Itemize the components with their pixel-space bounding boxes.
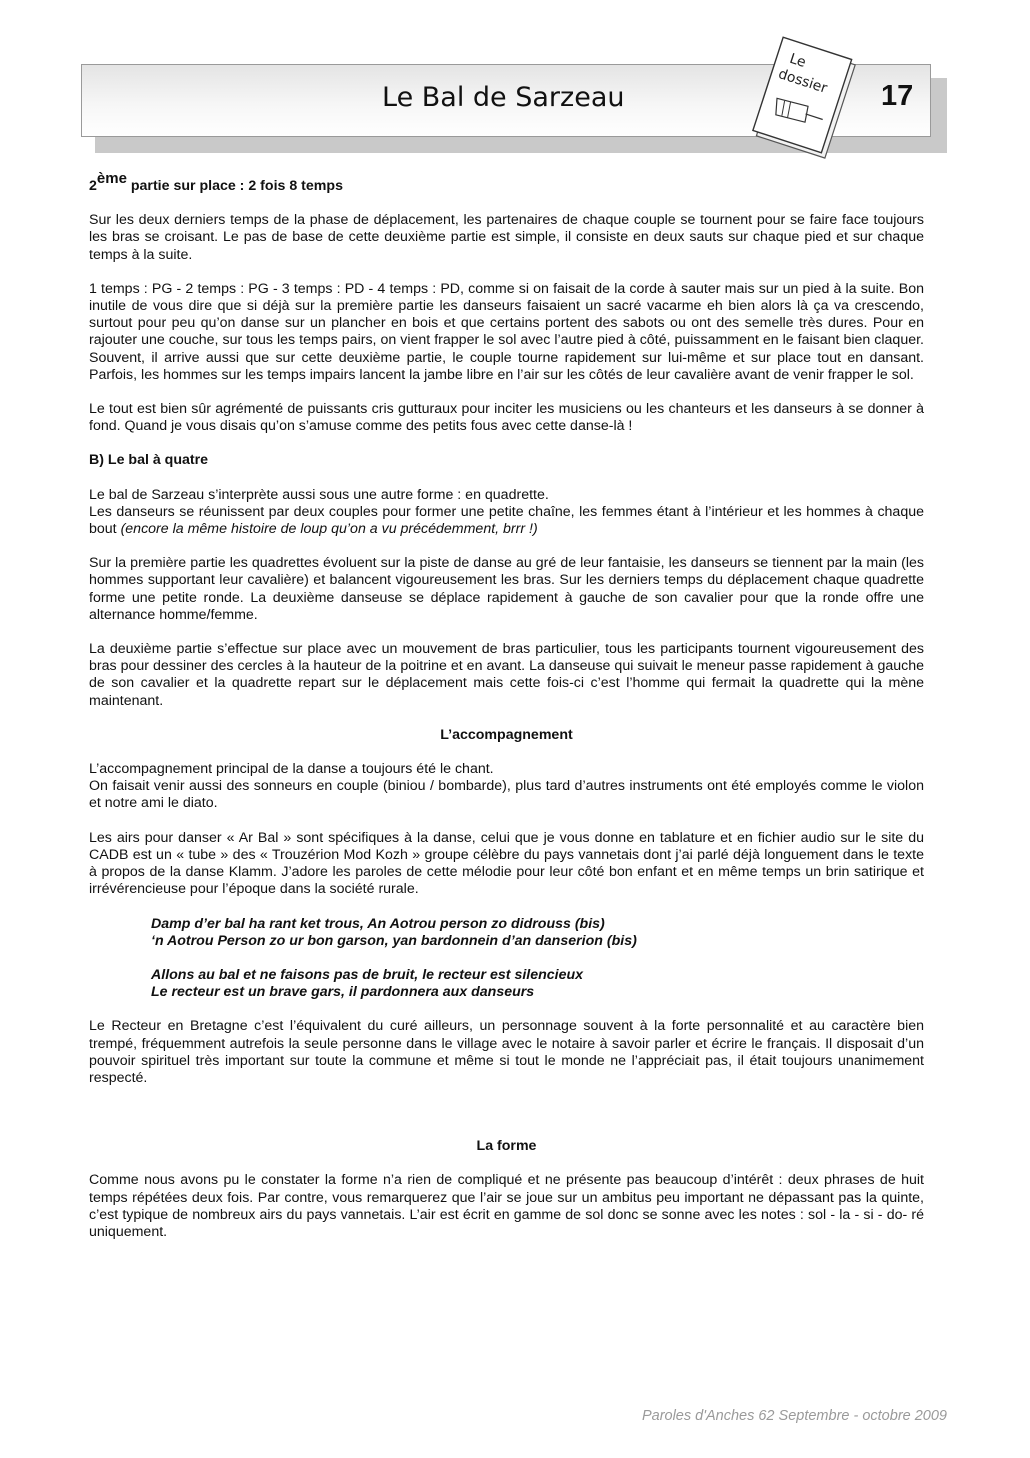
page-footer: Paroles d'Anches 62 Septembre - octobre 2009 xyxy=(641,1408,947,1424)
section-heading-la-forme: La forme xyxy=(476,1138,537,1155)
spacer xyxy=(89,710,924,727)
spacer xyxy=(89,470,924,487)
paragraph: La deuxième partie s’effectue sur place avec un mouvement de bras particulier, tous les participants tournent vigoureusement des bras pour dessiner des cercles à la hauteur de la poitrine et en avant. La danseuse qui suivait le meneur passe rapidement à gauche de son cavalier et la quadrette repart sur le déplacement mais cette fois-ci c’est l’homme qui fermait la quadrette qui la mène maintenant. xyxy=(89,641,924,709)
page-number: 17 xyxy=(881,80,914,112)
paragraph: Les airs pour danser « Ar Bal » sont spécifiques à la danse, celui que je vous donne en tablature et en fichier audio sur le site du CADB est un « tube » des « Trouzérion Mod Kozh » groupe célèbre du pays vannetais dont j’ai parlé déjà longuement dans le texte à propos de la danse Klamm. J’adore les paroles de cette mélodie pour leur côté bon enfant et en même temps un brin satirique et irrévérencieuse pour l’époque dans la société rurale. xyxy=(89,829,924,898)
spacer xyxy=(89,744,924,761)
subsection-heading xyxy=(89,170,924,195)
section-heading-accompagnement: L’accompagnement xyxy=(440,726,573,743)
lyrics-french-line: Le recteur est un brave gars, il pardonnera aux danseurs xyxy=(151,984,535,1001)
paragraph xyxy=(89,504,924,538)
dossier-folder-icon xyxy=(748,30,863,165)
spacer xyxy=(89,264,924,281)
spacer xyxy=(89,538,924,555)
heading-text: partie sur place : 2 fois 8 temps xyxy=(126,178,343,194)
spacer xyxy=(89,195,924,212)
paragraph: Le tout est bien sûr agrémenté de puissants cris gutturaux pour inciter les musiciens ou les chanteurs et les danseurs à se donner à fond. Quand je vous disais qu’on s’amuse comme des petits fous avec cette danse-là ! xyxy=(89,401,924,435)
paragraph: Comme nous avons pu le constater la forme n’a rien de compliqué et ne présente pas beaucoup d’intérêt : deux phrases de huit temps répétées deux fois. Par contre, vous remarquerez que l’air se joue sur un ambitus peu important ne dépassant pas la quinte, c’est typique de nombreux airs du pays vannetais. L’air est écrit en gamme de sol donc se sonne avec les notes : sol - la - si - do- ré uniquement. xyxy=(89,1172,924,1240)
badge-line-le: Le xyxy=(787,50,808,71)
spacer xyxy=(89,1121,924,1138)
spacer xyxy=(89,435,924,452)
badge-line-dossier: dossier xyxy=(776,66,830,97)
spacer xyxy=(89,1001,924,1018)
paragraph: L’accompagnement principal de la danse a toujours été le chant. xyxy=(89,761,494,778)
paragraph: Le Recteur en Bretagne c’est l’équivalent du curé ailleurs, un personnage souvent à la forte personnalité et au caractère bien trempé, fréquemment autrefois la seule personne dans le village avec le notaire à savoir parler et écrire le français. Il disposait d’un pouvoir spirituel très important sur toute la commune et même si tout le monde ne l’appréciait pas, il était toujours unanimement respecté. xyxy=(89,1018,924,1086)
spacer xyxy=(89,1155,924,1172)
paragraph: Sur les deux derniers temps de la phase de déplacement, les partenaires de chaque couple se tournent pour se faire face toujours les bras se croisant. Le pas de base de cette deuxième partie est simple, il consiste en deux sauts sur chaque pied et sur chaque temps à la suite. xyxy=(89,212,924,263)
lyrics-breton-line: ‘n Aotrou Person zo ur bon garson, yan bardonnein d’an danserion (bis) xyxy=(151,932,637,949)
heading-number: 2 xyxy=(89,178,97,194)
heading-superscript: ème xyxy=(96,170,127,187)
spacer xyxy=(89,1087,924,1104)
spacer xyxy=(89,813,924,830)
spacer xyxy=(89,384,924,401)
spacer xyxy=(89,950,924,967)
spacer xyxy=(89,1104,924,1121)
lyrics-breton-line: Damp d’er bal ha rant ket trous, An Aotrou person zo didrouss (bis) xyxy=(151,915,605,932)
paragraph: Sur la première partie les quadrettes évoluent sur la piste de danse au gré de leur fantaisie, les danseurs se tiennent par la main (les hommes supportant leur cavalière) et balancent vigoureusement les bras. Sur les derniers temps du déplacement chaque quadrette forme une petite ronde. La deuxième danseuse se déplace rapidement à gauche de son cavalier pour que la ronde offre une alternance homme/femme. xyxy=(89,555,924,623)
paragraph: 1 temps : PG - 2 temps : PG - 3 temps : PD - 4 temps : PD, comme si on faisait de la corde à sauter mais sur un pied à la suite. Bon inutile de vous dire que si déjà sur la première partie les danseurs faisaient un sacré vacarme eh bien alors là ça va crescendo, surtout pour peu qu’on danse sur un plancher en bois et que certains portent des sabots ou ont des semelle très dures. Pour en rajouter une couche, sur tous les temps pairs, on vient frapper le sol avec l’autre pied à côté, puissamment en le faisant bien claquer. Souvent, il arrive aussi que sur cette deuxième partie, le couple tourne rapidement sur lui-même et sur place tout en dansant. Parfois, les hommes sur les temps impairs lancent la jambe libre en l’air sur les côtés de leur cavalière avant de venir frapper le sol. xyxy=(89,280,924,383)
lyrics-french-line: Allons au bal et ne faisons pas de bruit, le recteur est silencieux xyxy=(151,966,584,983)
section-heading-bal-a-quatre: B) Le bal à quatre xyxy=(89,452,209,469)
paragraph: Le bal de Sarzeau s’interprète aussi sous une autre forme : en quadrette. xyxy=(89,486,549,503)
paragraph-text: Les danseurs se réunissent par deux couples pour former une petite chaîne, les femmes étant à l’intérieur et les hommes à chaque bout xyxy=(89,503,924,538)
page-title: Le Bal de Sarzeau xyxy=(382,82,625,113)
paragraph: On faisait venir aussi des sonneurs en couple (biniou / bombarde), plus tard d’autres instruments ont été employés comme le violon et notre ami le diato. xyxy=(89,778,924,812)
article-body xyxy=(89,168,924,1241)
italic-aside: (encore la même histoire de loup qu’on a vu précédemment, brrr !) xyxy=(120,521,538,538)
spacer xyxy=(89,624,924,641)
spacer xyxy=(89,899,924,916)
